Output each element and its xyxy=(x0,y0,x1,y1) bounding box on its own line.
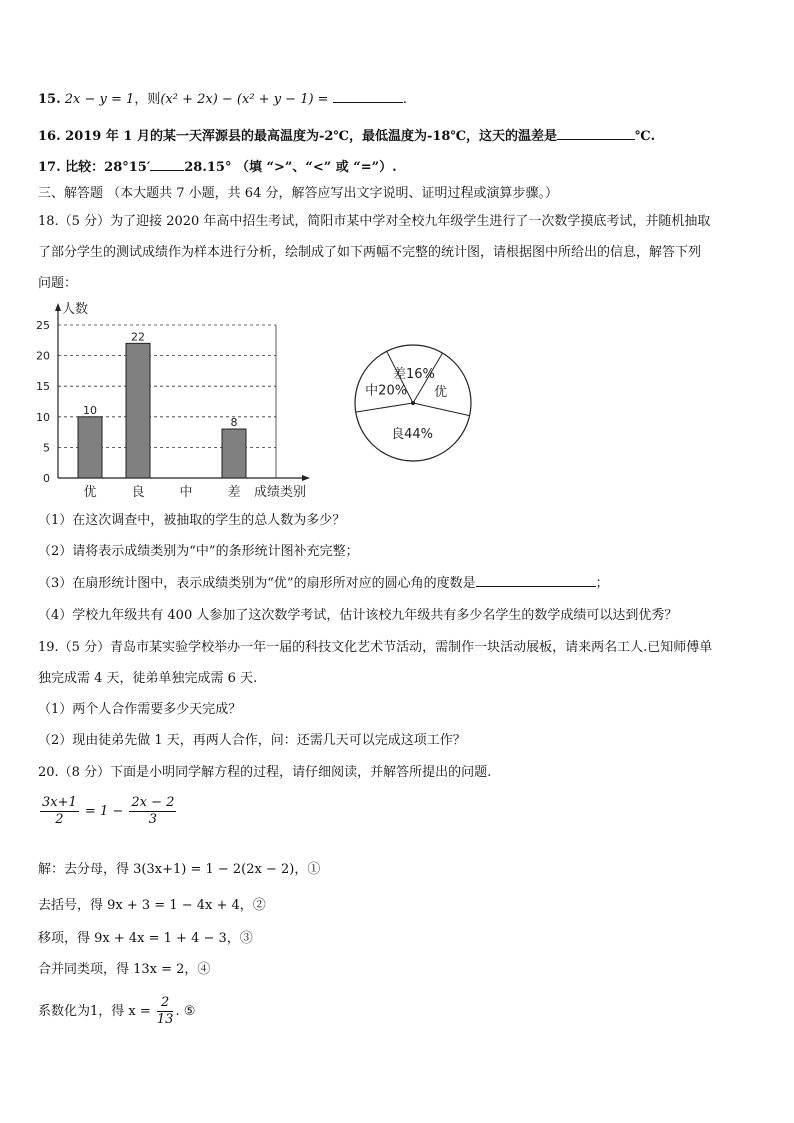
answer-blank[interactable] xyxy=(476,574,596,587)
denominator: 3 xyxy=(148,812,158,827)
numerator: 2x − 2 xyxy=(131,795,175,810)
pie-center xyxy=(411,401,415,405)
period: . xyxy=(402,92,407,107)
bar xyxy=(78,417,102,478)
equals-part: = 1 − xyxy=(84,804,124,819)
section-heading: 三、解答题 （本大题共 7 小题，共 64 分，解答应写出文字说明、证明过程或演算步骤。） xyxy=(38,186,558,201)
denominator: 13 xyxy=(156,1012,174,1027)
step-3: 移项，得 9x + 4x = 1 + 4 − 3，③ xyxy=(38,931,253,946)
fraction-left xyxy=(40,795,79,828)
x-axis-arrow xyxy=(302,475,310,481)
question-18-line3: 问题： xyxy=(38,276,78,291)
compare-value: 28.15° xyxy=(184,160,232,175)
y-tick-label: 15 xyxy=(36,380,50,394)
numerator: 2 xyxy=(157,995,174,1012)
question-18-sub2: （2）请将表示成绩类别为“中”的条形统计图补充完整； xyxy=(38,544,359,559)
question-18-sub3 xyxy=(38,572,609,591)
y-tick-label: 5 xyxy=(43,441,50,455)
x-axis-label: 成绩类别 xyxy=(254,485,307,500)
answer-blank[interactable] xyxy=(333,90,403,103)
question-15 xyxy=(38,88,407,107)
y-axis-label: 人数 xyxy=(62,302,89,317)
y-tick-label: 0 xyxy=(43,472,50,485)
question-18-line1: 18.（5 分）为了迎接 2020 年高中招生考试，简阳市某中学对全校九年级学生进行了一次数学摸底考试，并随机抽取 xyxy=(38,214,711,229)
unit-text: ℃. xyxy=(635,129,656,144)
question-text: 17. 比较：28°15′ xyxy=(38,160,151,175)
question-18-sub4: （4）学校九年级共有 400 人参加了这次数学考试，估计该校九年级共有多少名学生的数学成绩可以达到优秀？ xyxy=(38,608,678,623)
y-axis-arrow xyxy=(55,303,61,311)
question-19-sub2: （2）现由徒弟先做 1 天，再两人合作，问：还需几天可以完成这项工作？ xyxy=(38,733,466,748)
expression: (x² + 2x) − (x² + y − 1) = xyxy=(160,92,329,107)
step-1: 解：去分母，得 3(3x+1) = 1 − 2(2x − 2)，① xyxy=(38,862,321,877)
bar-value-label: 8 xyxy=(230,416,238,430)
answer-blank[interactable] xyxy=(150,158,184,171)
step-2: 去括号，得 9x + 3 = 1 − 4x + 4，② xyxy=(38,898,266,913)
x-tick-label: 良 xyxy=(131,485,145,500)
question-17 xyxy=(38,156,397,175)
pie-slice-label: 良44% xyxy=(391,427,434,443)
question-19-line1: 19.（5 分）青岛市某实验学校举办一年一届的科技文化艺术节活动，需制作一块活动展板，请来两名工人.已知师傅单 xyxy=(38,640,713,655)
pie-slice-label: 差16% xyxy=(392,366,435,382)
bar xyxy=(126,343,150,478)
question-16 xyxy=(38,125,655,144)
y-tick-label: 10 xyxy=(36,410,50,424)
connector-text: ，则 xyxy=(134,92,161,107)
sub3-text: （3）在扇形统计图中，表示成绩类别为“优”的扇形所对应的圆心角的度数是 xyxy=(38,576,476,591)
question-20-line1: 20.（8 分）下面是小明同学解方程的过程，请仔细阅读，并解答所提出的问题. xyxy=(38,765,492,780)
question-number: 15. xyxy=(38,92,61,107)
bar-value-label: 10 xyxy=(83,403,97,417)
fraction-result xyxy=(157,995,174,1028)
question-text: 16. 2019 年 1 月的某一天浑源县的最高温度为-2℃，最低温度为-18℃，这天的温差是 xyxy=(38,129,558,144)
pie-slice-label: 中20% xyxy=(365,383,408,399)
numerator: 3x+1 xyxy=(42,795,77,810)
fraction-right xyxy=(129,795,176,828)
question-19-sub1: （1）两个人合作需要多少天完成？ xyxy=(38,702,242,717)
pie-slice-label: 优 xyxy=(434,385,448,401)
question-18-line2: 了部分学生的测试成绩作为样本进行分析，绘制成了如下两幅不完整的统计图，请根据图中所给出的信息，解答下列 xyxy=(38,245,702,260)
sub3-end: ； xyxy=(595,576,609,591)
pie-chart xyxy=(338,330,488,480)
question-18-sub1: （1）在这次调查中，被抽取的学生的总人数为多少？ xyxy=(38,513,346,528)
bar-value-label: 22 xyxy=(131,330,145,344)
bar xyxy=(222,429,246,478)
step-4: 合并同类项，得 13x = 2，④ xyxy=(38,962,211,977)
step5-text: 系数化为1，得 x = xyxy=(38,1004,151,1019)
y-tick-label: 25 xyxy=(36,319,50,332)
x-tick-label: 差 xyxy=(227,485,241,500)
denominator: 2 xyxy=(55,812,64,827)
answer-blank[interactable] xyxy=(557,127,635,140)
hint-text: （填 “>”、“<” 或 “=”）. xyxy=(236,160,397,175)
x-tick-label: 中 xyxy=(179,485,193,500)
y-tick-label: 20 xyxy=(36,349,50,363)
equation-display xyxy=(38,795,178,828)
bar-chart xyxy=(28,295,328,500)
equation-given: 2x − y = 1 xyxy=(64,92,135,107)
step5-end: . ⑤ xyxy=(175,1004,196,1019)
question-19-line2: 独完成需 4 天，徒弟单独完成需 6 天. xyxy=(38,671,258,686)
step-5 xyxy=(38,995,195,1028)
x-tick-label: 优 xyxy=(83,485,97,500)
